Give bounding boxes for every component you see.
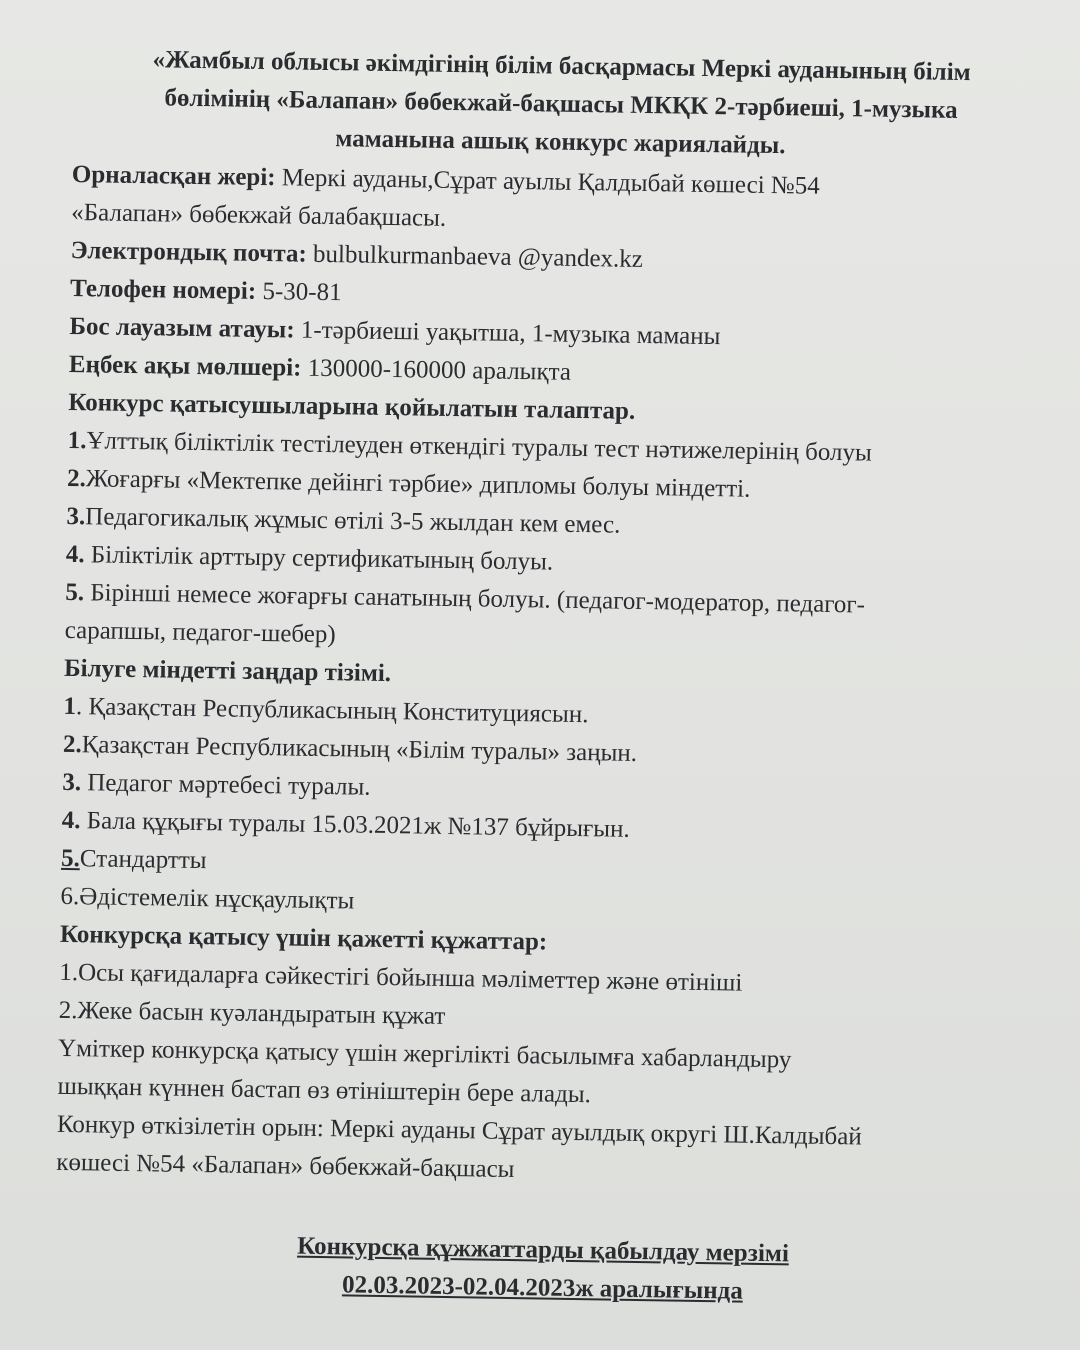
law-number: 6. — [60, 882, 80, 911]
email-label: Электрондық почта: — [70, 236, 308, 268]
requirement-item-cont: сарапшы, педагог-шебер) — [64, 616, 336, 649]
vacancy-value: 1-тәрбиеші уақытша, 1-музыка маманы — [300, 316, 721, 351]
laws-heading: Білуге міндетті заңдар тізімі. — [63, 654, 392, 688]
applicant-note-line-2: шыққан күннен бастап өз өтініштерін бере алады. — [57, 1072, 592, 1109]
announcement-sheet — [54, 40, 1050, 1315]
requirement-number: 5. — [65, 578, 85, 607]
requirement-number: 3. — [66, 502, 86, 531]
law-text: Стандартты — [79, 845, 207, 875]
requirement-text: Бірінші немесе жоғарғы санатының болуы. (педагог-модератор, педагог- — [83, 579, 866, 619]
requirement-text: Ұлттық біліктілік тестілеуден өткендігі туралы тест нәтижелерінің болуы — [86, 427, 873, 467]
law-text: . Қазақстан Республикасының Конституциясын. — [75, 693, 589, 729]
law-number: 3. — [62, 768, 82, 797]
page-title — [72, 40, 1050, 169]
requirement-text: Педагогикалық жұмыс өтілі 3-5 жылдан кем емес. — [85, 503, 621, 539]
title-line-1: «Жамбыл облысы әкімдігінің білім басқармасы Меркі ауданының білім — [152, 46, 971, 87]
law-number: 1 — [63, 692, 77, 721]
venue-line-2: көшесі №54 «Балапан» бөбекжай-бақшасы — [56, 1148, 515, 1184]
law-number: 2. — [62, 730, 82, 759]
law-text: Қазақстан Республикасының «Білім туралы» заңын. — [81, 731, 638, 767]
law-number: 4. — [61, 806, 81, 835]
law-text: Әдістемелік нұсқаулықты — [79, 883, 355, 915]
email-value: bulbulkurmanbaeva @yandex.kz — [312, 240, 644, 273]
phone-value: 5-30-81 — [262, 277, 342, 307]
documents-heading: Конкурсқа қатысу үшін қажетті құжаттар: — [59, 920, 548, 956]
location-row-cont: «Балапан» бөбекжай балабақшасы. — [71, 198, 447, 232]
law-number: 5. — [60, 844, 81, 873]
location-label: Орналасқан жері: — [71, 160, 276, 192]
title-line-3: маманына ашық конкурс жариялайды. — [335, 125, 786, 160]
requirement-text: Жоғарғы «Мектепке дейінгі тәрбие» дипломы болуы міндетті. — [85, 465, 751, 503]
requirement-number: 1. — [67, 426, 87, 455]
salary-label: Еңбек ақы мөлшері: — [68, 350, 302, 382]
document-item: 1.Осы қағидаларға сәйкестігі бойынша мәліметтер және өтініші — [59, 958, 743, 997]
law-text: Бала құқығы туралы 15.03.2021ж №137 бұйрығын. — [80, 807, 630, 843]
title-line-2: бөлімінің «Балапан» бөбекжай-бақшасы МКҚК 2-тәрбиеші, 1-музыка — [164, 84, 958, 124]
requirements-heading: Конкурс қатысушыларына қойылатын талаптар. — [68, 388, 636, 425]
deadline-footer — [54, 1224, 1031, 1315]
location-value: Меркі ауданы,Сұрат ауылы Қалдыбай көшесі №54 — [281, 164, 820, 200]
requirement-number: 2. — [66, 464, 87, 493]
deadline-line-1: Конкурсқа құжжаттарды қабылдау мерзімі — [296, 1232, 790, 1268]
applicant-note-line-1: Үміткер конкурсқа қатысу үшін жергілікті басылымға хабарландыру — [57, 1034, 792, 1074]
requirement-text: Біліктілік арттыру сертификатының болуы. — [84, 541, 554, 576]
deadline-line-2: 02.03.2023-02.04.2023ж аралығында — [341, 1271, 744, 1305]
law-text: Педагог мәртебесі туралы. — [80, 769, 371, 801]
venue-line-1: Конкур өткізілетін орын: Меркі ауданы Сұрат ауылдық округі Ш.Калдыбай — [56, 1110, 862, 1151]
vacancy-label: Бос лауазым атауы: — [69, 312, 295, 344]
phone-label: Телофен номері: — [69, 274, 257, 305]
requirement-number: 4. — [65, 540, 85, 569]
salary-value: 130000-160000 аралықта — [307, 354, 572, 386]
document-item: 2.Жеке басын куәландыратын құжат — [58, 996, 446, 1030]
